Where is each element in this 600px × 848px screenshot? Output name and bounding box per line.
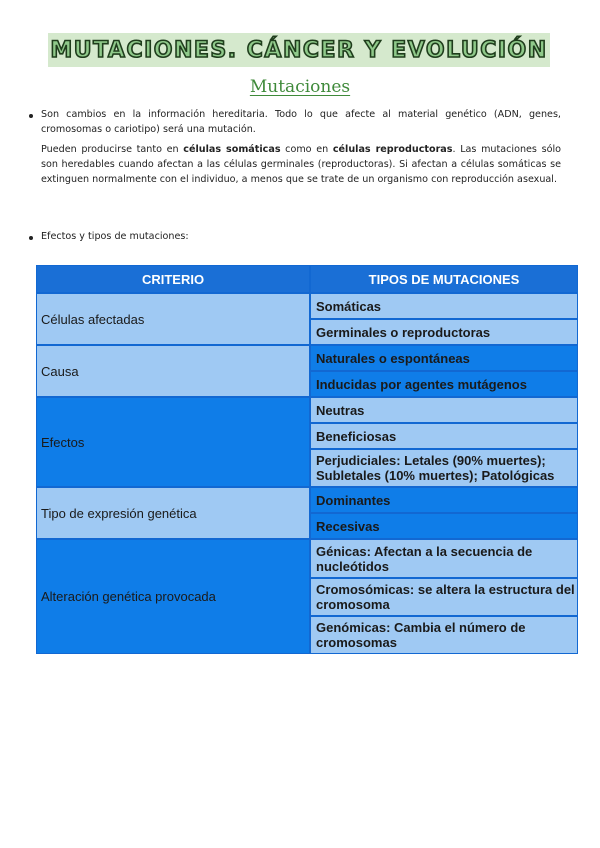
page-title: MUTACIONES. CÁNCER Y EVOLUCIÓN bbox=[50, 37, 548, 63]
criterion-cell: Tipo de expresión genética bbox=[37, 488, 309, 538]
intro-paragraph-1: Son cambios en la información hereditaria. Todo lo que afecte al material genético (ADN, genes, cromosomas o cariotipo) será una mutación. bbox=[41, 109, 561, 135]
intro-paragraph-2: Pueden producirse tanto en células somáticas como en células reproductoras. Las mutaciones sólo son heredables cuando afectan a las células germinales (reproductoras). Si afectan a células somáticas se extinguen normalmente con el individuo, a menos que se trate de un organismo con reproducción asexual. bbox=[41, 144, 561, 185]
header-criterio: CRITERIO bbox=[37, 266, 309, 292]
type-cell: Germinales o reproductoras bbox=[311, 320, 577, 344]
type-cell: Beneficiosas bbox=[311, 424, 577, 448]
title-band bbox=[48, 33, 550, 67]
criterion-cell: Alteración genética provocada bbox=[37, 540, 309, 653]
bullet-icon bbox=[29, 236, 33, 240]
bold-reproductive: células reproductoras bbox=[332, 144, 453, 155]
criterion-cell: Efectos bbox=[37, 398, 309, 486]
type-cell: Neutras bbox=[311, 398, 577, 422]
mutations-table bbox=[36, 265, 578, 654]
type-cell: Cromosómicas: se altera la estructura del cromosoma bbox=[311, 579, 577, 615]
criterion-cell: Células afectadas bbox=[37, 294, 309, 344]
header-tipos: TIPOS DE MUTACIONES bbox=[311, 266, 577, 292]
type-cell: Perjudiciales: Letales (90% muertes); Subletales (10% muertes); Patológicas bbox=[311, 450, 577, 486]
type-cell: Dominantes bbox=[311, 488, 577, 512]
intro-bullet-2: Efectos y tipos de mutaciones: bbox=[41, 231, 189, 242]
type-cell: Génicas: Afectan a la secuencia de nucleótidos bbox=[311, 540, 577, 577]
bullet-icon bbox=[29, 114, 33, 118]
type-cell: Recesivas bbox=[311, 514, 577, 538]
subtitle-text: Mutaciones bbox=[249, 77, 351, 97]
bold-somatic: células somáticas bbox=[183, 144, 281, 155]
type-cell: Naturales o espontáneas bbox=[311, 346, 577, 370]
section-subtitle bbox=[0, 77, 600, 97]
type-cell: Somáticas bbox=[311, 294, 577, 318]
criterion-cell: Causa bbox=[37, 346, 309, 396]
type-cell: Genómicas: Cambia el número de cromosomas bbox=[311, 617, 577, 653]
type-cell: Inducidas por agentes mutágenos bbox=[311, 372, 577, 396]
